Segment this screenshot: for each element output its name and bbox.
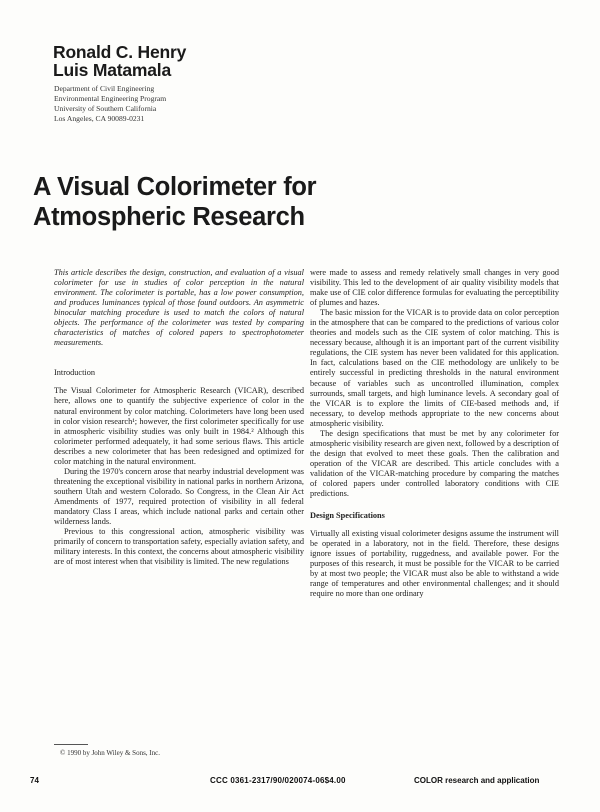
page-number: 74: [30, 776, 39, 785]
body-paragraph: The Visual Colorimeter for Atmospheric Research (VICAR), described here, allows one to quantify the subjective experience of color in the natural environment by color matching. Colorimeters have long been used in color vision research¹; however, the first colorimeter specifically for use in atmospheric visibility studies was only built in 1984.² Although this colorimeter performed adequately, it had some serious flaws. This article describes a new colorimeter that has been redesigned and optimized for color matching in the natural environment.: [54, 386, 304, 466]
article-title: [33, 172, 316, 232]
affiliation-line: Department of Civil Engineering: [54, 84, 155, 93]
author-name: Ronald C. Henry: [53, 42, 187, 62]
title-line: A Visual Colorimeter for: [33, 173, 317, 201]
right-column: [310, 268, 559, 599]
body-paragraph: Virtually all existing visual colorimeter designs assume the instrument will be operated in a laboratory, not in the field. Therefore, these designs ignore issues of portability, ruggedness, and available power. For the purposes of this research, it must be possible for the VICAR to be carried by at most two people; the VICAR must also be able to withstand a wide range of temperatures and other environmental challenges; and it should require no more than one ordinary: [310, 529, 559, 599]
body-paragraph: The basic mission for the VICAR is to provide data on color perception in the atmosphere that can be compared to the predictions of various color theories and models such as the CIE system of color matching. This is necessary because, although it is an important part of the current visibility regulations, the CIE system has never been validated for this application. In fact, calculations based on the CIE methodology are unlikely to be entirely successful in predicting thresholds in the natural environment because of variables such as uncontrolled illumination, complex surrounds, small targets, and high luminance levels. A secondary goal of the VICAR is to explore the limits of CIE-based methods and, if necessary, to develop methods appropriate to the new concerns about atmospheric visibility.: [310, 308, 559, 428]
abstract: This article describes the design, construction, and evaluation of a visual colorimeter for use in studies of color perception in the natural environment. The colorimeter is portable, has a low power consumption, and produces luminances typical of those found outdoors. An asymmetric binocular matching procedure is used to match the colors of natural objects. The performance of the colorimeter was tested by comparing characteristics of matches of colored papers to spectrophotometer measurements.: [54, 268, 304, 348]
ccc-code: CCC 0361-2317/90/020074-06$4.00: [210, 776, 346, 785]
affiliation-line: University of Southern California: [54, 104, 157, 113]
affiliation-line: Los Angeles, CA 90089-0231: [54, 114, 145, 123]
section-heading-introduction: Introduction: [54, 368, 96, 378]
left-column: [54, 268, 304, 567]
journal-name: COLOR research and application: [414, 776, 540, 785]
title-line: Atmospheric Research: [33, 203, 305, 231]
author-list: [53, 43, 186, 79]
footnote-rule: [54, 744, 88, 745]
body-paragraph: During the 1970's concern arose that nearby industrial development was threatening the exceptional visibility in national parks in northern Arizona, southern Utah and western Colorado. So Congress, in the Clean Air Act Amendments of 1977, required protection of visibility in all federal mandatory Class I areas, which include national parks and certain other wilderness lands.: [54, 466, 304, 527]
body-paragraph: The design specifications that must be met by any colorimeter for atmospheric visibility research are given next, followed by a description of the design that evolved to meet these goals. Then the calibration and operation of the VICAR are described. This article concludes with a validation of the VICAR-matching procedure by comparing the matches of colored papers under controlled laboratory conditions with CIE predictions.: [310, 428, 559, 499]
copyright-notice: © 1990 by John Wiley & Sons, Inc.: [60, 749, 160, 757]
author-name: Luis Matamala: [53, 60, 171, 80]
section-heading-design-specifications: Design Specifications: [310, 511, 385, 521]
body-paragraph: Previous to this congressional action, atmospheric visibility was primarily of concern to transportation safety, especially aviation safety, and military interests. In this context, the concerns about atmospheric visibility are of most interest when that visibility is limited. The new regulations: [54, 527, 304, 567]
body-paragraph: were made to assess and remedy relatively small changes in very good visibility. This led to the development of air quality visibility models that make use of CIE color difference formulas for evaluating the perceptibility of plumes and hazes.: [310, 268, 559, 308]
section-gap: [310, 499, 559, 511]
affiliation-line: Environmental Engineering Program: [54, 94, 167, 103]
affiliation: [54, 84, 166, 124]
